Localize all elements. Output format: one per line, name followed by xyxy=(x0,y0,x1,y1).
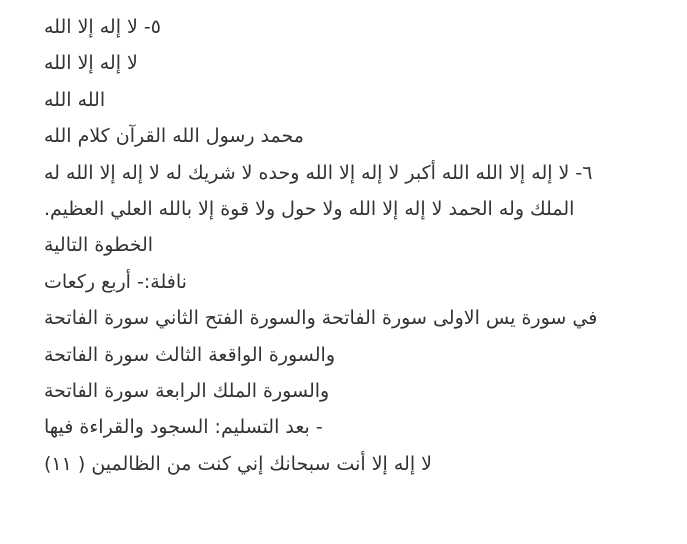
text-line-13: لا إله إلا أنت سبحانك إني كنت من الظالمين ( ١١) xyxy=(44,452,432,475)
text-line-3: الله الله xyxy=(44,88,106,111)
text-line-9: في سورة يس الاولى سورة الفاتحة والسورة الفتح الثاني سورة الفاتحة xyxy=(44,307,598,330)
text-line-11: والسورة الملك الرابعة سورة الفاتحة xyxy=(44,379,330,402)
text-line-4: محمد رسول الله القرآن كلام الله xyxy=(44,125,304,148)
text-line-8: نافلة:- أربع ركعات xyxy=(44,270,187,293)
text-line-5: ٦- لا إله إلا الله الله أكبر لا إله إلا الله وحده لا شريك له لا إله إلا الله له xyxy=(44,161,593,184)
text-line-2: لا إله إلا الله xyxy=(44,52,138,75)
text-line-10: والسورة الواقعة الثالث سورة الفاتحة xyxy=(44,343,336,366)
section-heading: الخطوة التالية xyxy=(44,234,154,257)
text-line-6: الملك وله الحمد لا إله إلا الله ولا حول ولا قوة إلا بالله العلي العظيم. xyxy=(44,197,575,220)
text-line-1: ٥- لا إله إلا الله xyxy=(44,16,161,38)
text-line-12: - بعد التسليم: السجود والقراءة فيها xyxy=(44,416,323,439)
